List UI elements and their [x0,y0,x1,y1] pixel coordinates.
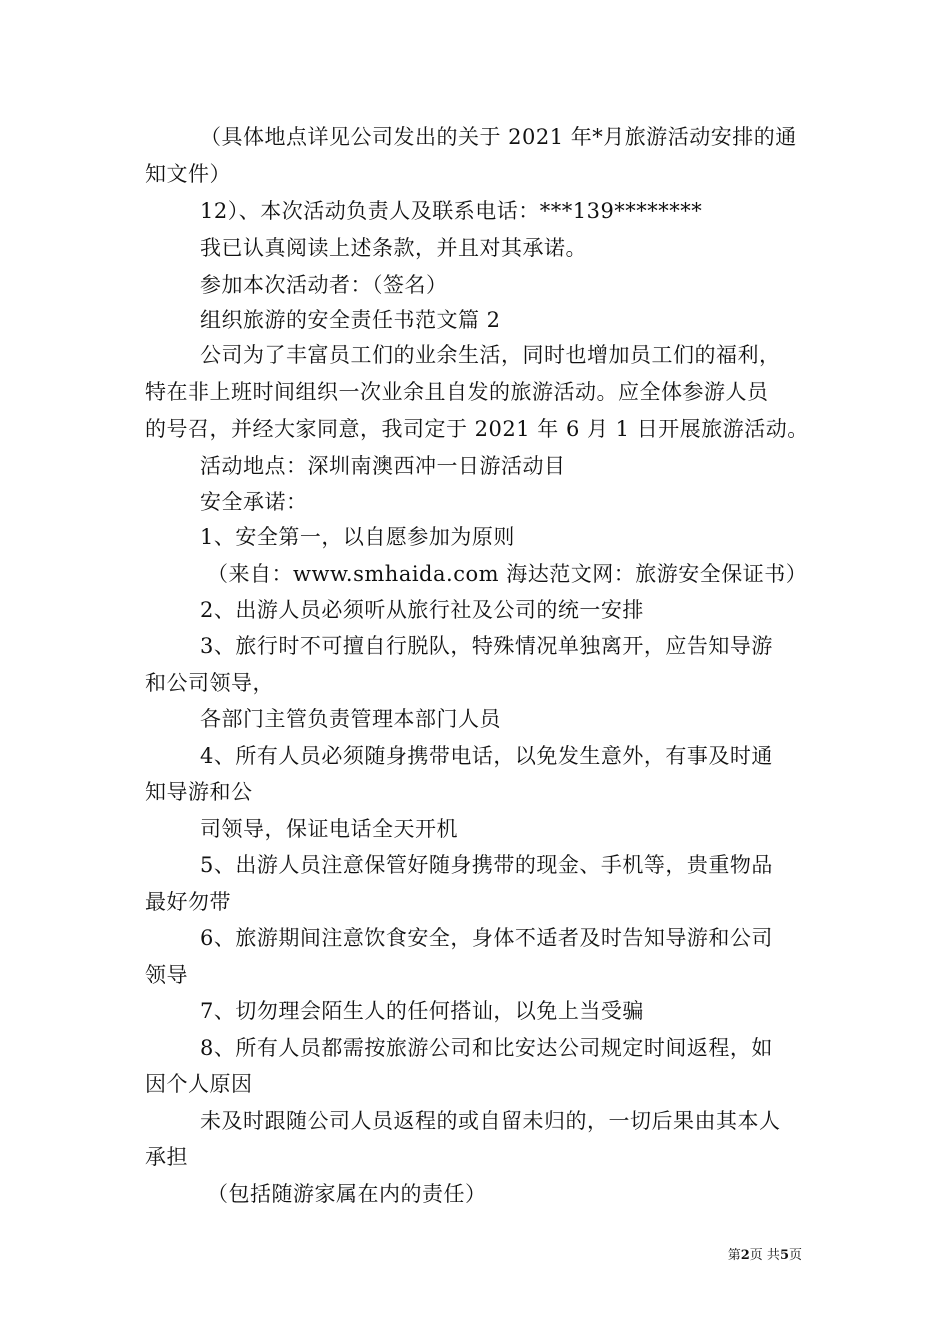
footer-prefix: 第 [727,1248,741,1263]
paragraph-line: 12）、本次活动负责人及联系电话：***139******** [200,199,703,223]
list-item: 4、所有人员必须随身携带电话，以免发生意外，有事及时通 [200,744,773,768]
paragraph-line: （具体地点详见公司发出的关于 2021 年*月旅游活动安排的通 [200,125,797,149]
list-item: 8、所有人员都需按旅游公司和比安达公司规定时间返程，如 [200,1036,773,1060]
paragraph-line: （包括随游家属在内的责任） [207,1182,487,1206]
paragraph-line: 未及时跟随公司人员返程的或自留未归的，一切后果由其本人 [200,1109,781,1133]
list-item: 3、旅行时不可擅自行脱队，特殊情况单独离开，应告知导游 [200,634,773,658]
paragraph-line: 和公司领导， [145,671,274,695]
footer-suffix: 页 [788,1248,802,1263]
paragraph-line: 最好勿带 [145,890,231,914]
paragraph-line: 各部门主管负责管理本部门人员 [200,707,501,731]
page-number-footer [728,1247,802,1265]
list-item: 5、出游人员注意保管好随身携带的现金、手机等，贵重物品 [200,853,773,877]
paragraph-line: 我已认真阅读上述条款，并且对其承诺。 [200,236,587,260]
paragraph-line: 参加本次活动者：（签名） [200,273,448,297]
footer-middle: 页 共 [749,1248,780,1263]
current-page-number: 2 [740,1248,750,1263]
paragraph-line: 知文件） [145,162,231,186]
paragraph-line: 活动地点：深圳南澳西冲一日游活动目 [200,454,566,478]
section-heading: 组织旅游的安全责任书范文篇 2 [200,308,501,332]
paragraph-line: 承担 [145,1145,188,1169]
paragraph-line: 安全承诺： [200,490,308,514]
list-item: 2、出游人员必须听从旅行社及公司的统一安排 [200,598,644,622]
paragraph-line: 的号召，并经大家同意，我司定于 2021 年 6 月 1 日开展旅游活动。 [145,417,809,441]
source-note: （来自：www.smhaida.com 海达范文网：旅游安全保证书） [207,562,808,586]
total-pages-number: 5 [779,1248,789,1263]
list-item: 1、安全第一，以自愿参加为原则 [200,525,515,549]
paragraph-line: 公司为了丰富员工们的业余生活，同时也增加员工们的福利， [200,343,781,367]
list-item: 7、切勿理会陌生人的任何搭讪，以免上当受骗 [200,999,644,1023]
paragraph-line: 司领导，保证电话全天开机 [200,817,458,841]
paragraph-line: 领导 [145,963,188,987]
list-item: 6、旅游期间注意饮食安全，身体不适者及时告知导游和公司 [200,926,773,950]
paragraph-line: 特在非上班时间组织一次业余且自发的旅游活动。应全体参游人员 [145,380,769,404]
paragraph-line: 因个人原因 [145,1072,253,1096]
paragraph-line: 知导游和公 [145,780,253,804]
